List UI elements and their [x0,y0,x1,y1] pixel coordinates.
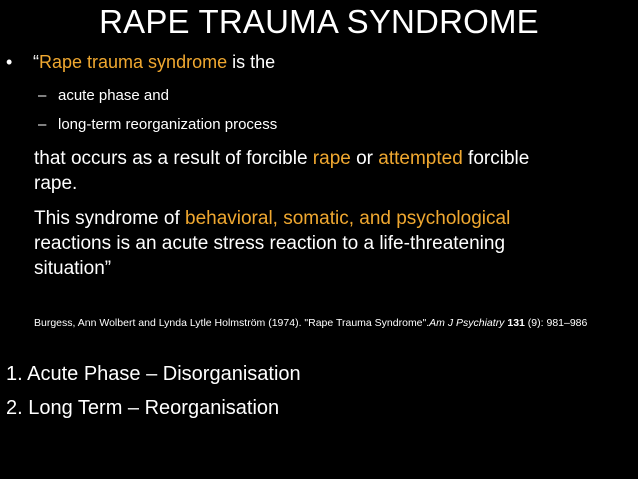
text-run: forcible [462,148,530,169]
highlight-attempted: attempted [378,148,463,169]
bullet-quote [6,50,275,74]
sub-item-acute [38,86,169,106]
numbered-item-long-term: 2. Long Term – Reorganisation [6,397,280,419]
citation-volume: 131 [507,317,525,329]
text-run: that occurs as a result of forcible [34,148,313,169]
paragraph-line: reactions is an acute stress reaction to a life-threatening [34,233,506,254]
slide-title: RAPE TRAUMA SYNDROME [99,3,539,40]
paragraph-forcible-rape [34,146,634,196]
term-highlight: Rape trauma syndrome [39,52,228,72]
paragraph-line [34,206,634,231]
citation [34,316,587,330]
paragraph-line: situation” [34,258,112,279]
citation-authors: Burgess, Ann Wolbert and Lynda Lytle Holmström (1974). "Rape Trauma Syndrome". [34,317,430,329]
bullet-dot-icon: • [6,52,13,72]
sub-item-long-term [38,115,277,135]
sub-item-text: acute phase and [58,87,169,104]
text-run: or [350,148,379,169]
open-quote: “ [33,52,39,72]
text-run: This syndrome of [34,208,185,229]
citation-pages: (9): 981–986 [524,317,588,329]
dash-icon: – [38,116,47,133]
paragraph-line [34,146,634,171]
highlight-reactions: behavioral, somatic, and psychological [185,208,511,229]
numbered-item-acute: 1. Acute Phase – Disorganisation [6,363,301,385]
sub-item-text: long-term reorganization process [58,116,278,133]
paragraph-syndrome [34,206,634,281]
highlight-rape: rape [312,148,351,169]
bullet-rest: is the [227,52,276,72]
dash-icon: – [38,87,47,104]
citation-journal: Am J Psychiatry [429,317,505,329]
paragraph-line: rape. [34,173,78,194]
